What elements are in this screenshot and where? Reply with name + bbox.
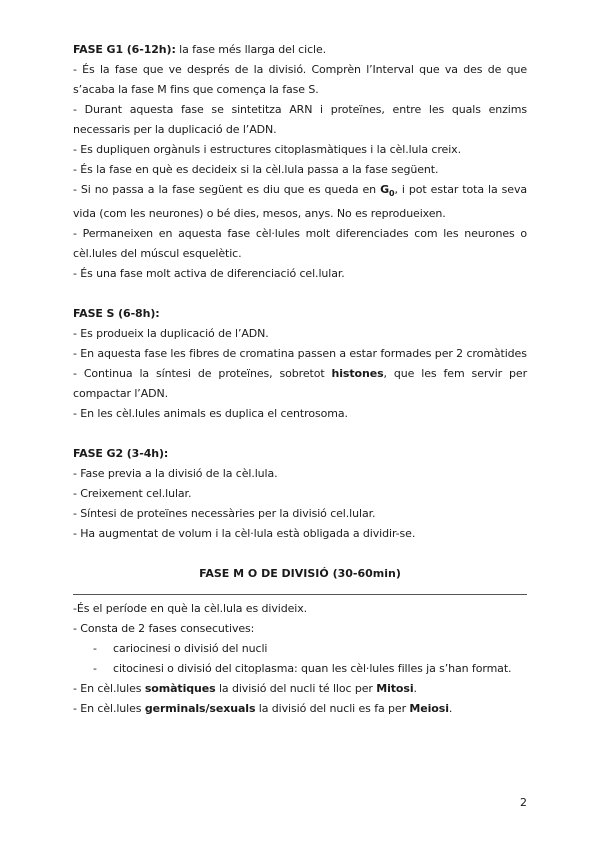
- g2-paragraph-4: - Ha augmentat de volum i la cèl·lula està obligada a dividir-se.: [73, 527, 416, 541]
- g1-paragraph-3: - Es dupliquen orgànuls i estructures citoplasmàtiques i la cèl.lula creix.: [73, 143, 461, 156]
- s-paragraph-4: - En les cèl.lules animals es duplica el centrosoma.: [73, 407, 348, 421]
- m-p3-text-a: - En cèl.lules: [73, 682, 145, 696]
- section-s: [73, 304, 527, 424]
- m-divider: [73, 594, 527, 595]
- g2-paragraph-1: - Fase previa a la divisió de la cèl.lula.: [73, 467, 278, 481]
- m-subitem-1-dash: -: [93, 642, 97, 656]
- m-subitem-1: [73, 639, 527, 659]
- s-paragraph-3: [73, 364, 527, 404]
- m-p4-germinals: germinals/sexuals: [144, 702, 256, 716]
- m-p4-meiosi: Meiosi: [409, 702, 449, 716]
- m-subitem-2-text: citocinesi o divisió del citoplasma: quan les cèl·lules filles ja s’han format.: [113, 662, 512, 676]
- m-subitem-1-text: cariocinesi o divisió del nucli: [113, 642, 268, 656]
- g2-paragraph-3: - Síntesi de proteïnes necessàries per la divisió cel.lular.: [73, 507, 376, 521]
- m-paragraph-2: - Consta de 2 fases consecutives:: [73, 622, 255, 636]
- page-number: 2: [520, 796, 527, 809]
- m-paragraph-1: -És el període en què la cèl.lula es divideix.: [73, 602, 308, 616]
- g1-paragraph-5: [73, 180, 527, 224]
- g2-heading: FASE G2 (3-4h):: [73, 447, 169, 461]
- g1-heading: FASE G1 (6-12h):: [73, 43, 176, 56]
- g1-p5-g0: [380, 183, 395, 199]
- m-p3-text-b: la divisió del nucli té lloc per: [215, 682, 377, 696]
- s-paragraph-2: - En aquesta fase les fibres de cromatina passen a estar formades per 2 cromàtides: [73, 347, 527, 361]
- g1-p5-g: G: [380, 183, 390, 196]
- s-heading: FASE S (6-8h):: [73, 307, 160, 321]
- m-p3-period: .: [413, 682, 417, 696]
- g1-paragraph-7: - És una fase molt activa de diferenciació cel.lular.: [73, 267, 345, 281]
- g1-p5-text-b: , i pot estar tota la seva vida (com les neurones) o bé dies, mesos, anys. No es reprodueixen.: [73, 183, 528, 221]
- m-subitem-2-dash: -: [93, 662, 97, 676]
- m-paragraph-4: [73, 699, 527, 719]
- g1-heading-line: [73, 40, 527, 60]
- document-page: [73, 40, 527, 719]
- section-m: [73, 564, 527, 719]
- g1-p5-text-a: - Si no passa a la fase següent es diu que es queda en: [73, 183, 381, 196]
- g1-p5-sub: 0: [389, 189, 395, 199]
- s-paragraph-1: - Es produeix la duplicació de l’ADN.: [73, 327, 269, 341]
- m-p4-text-b: la divisió del nucli es fa per: [255, 702, 410, 716]
- g1-paragraph-6: - Permaneixen en aquesta fase cèl·lules molt diferenciades com les neurones o cèl.lules del múscul esquelètic.: [73, 227, 527, 261]
- g1-paragraph-1: - És la fase que ve després de la divisió. Comprèn l’Interval que va des de que s’acaba la fase M fins que comença la fase S.: [73, 63, 527, 96]
- g1-paragraph-2: - Durant aquesta fase se sintetitza ARN i proteïnes, entre les quals enzims necessaris per la duplicació de l’ADN.: [73, 103, 527, 136]
- m-paragraph-3: [73, 679, 527, 699]
- s-p3-histones: histones: [331, 367, 384, 381]
- section-g1: [73, 40, 527, 284]
- s-p3-text-a: - Continua la síntesi de proteïnes, sobretot: [73, 367, 332, 381]
- section-g2: [73, 444, 527, 544]
- m-p4-period: .: [448, 702, 453, 716]
- s-p3-text-b: , que les fem servir per compactar l’ADN.: [73, 367, 528, 401]
- g2-paragraph-2: - Creixement cel.lular.: [73, 487, 192, 501]
- m-subitem-2: [73, 659, 527, 679]
- m-p3-mitosi: Mitosi: [376, 682, 414, 696]
- m-p3-somatiques: somàtiques: [144, 682, 216, 696]
- m-heading: FASE M O DE DIVISIÓ (30-60min): [199, 567, 401, 581]
- m-p4-text-a: - En cèl.lules: [73, 702, 145, 716]
- g1-heading-rest: la fase més llarga del cicle.: [175, 43, 327, 56]
- g1-paragraph-4: - És la fase en què es decideix si la cèl.lula passa a la fase següent.: [73, 163, 439, 176]
